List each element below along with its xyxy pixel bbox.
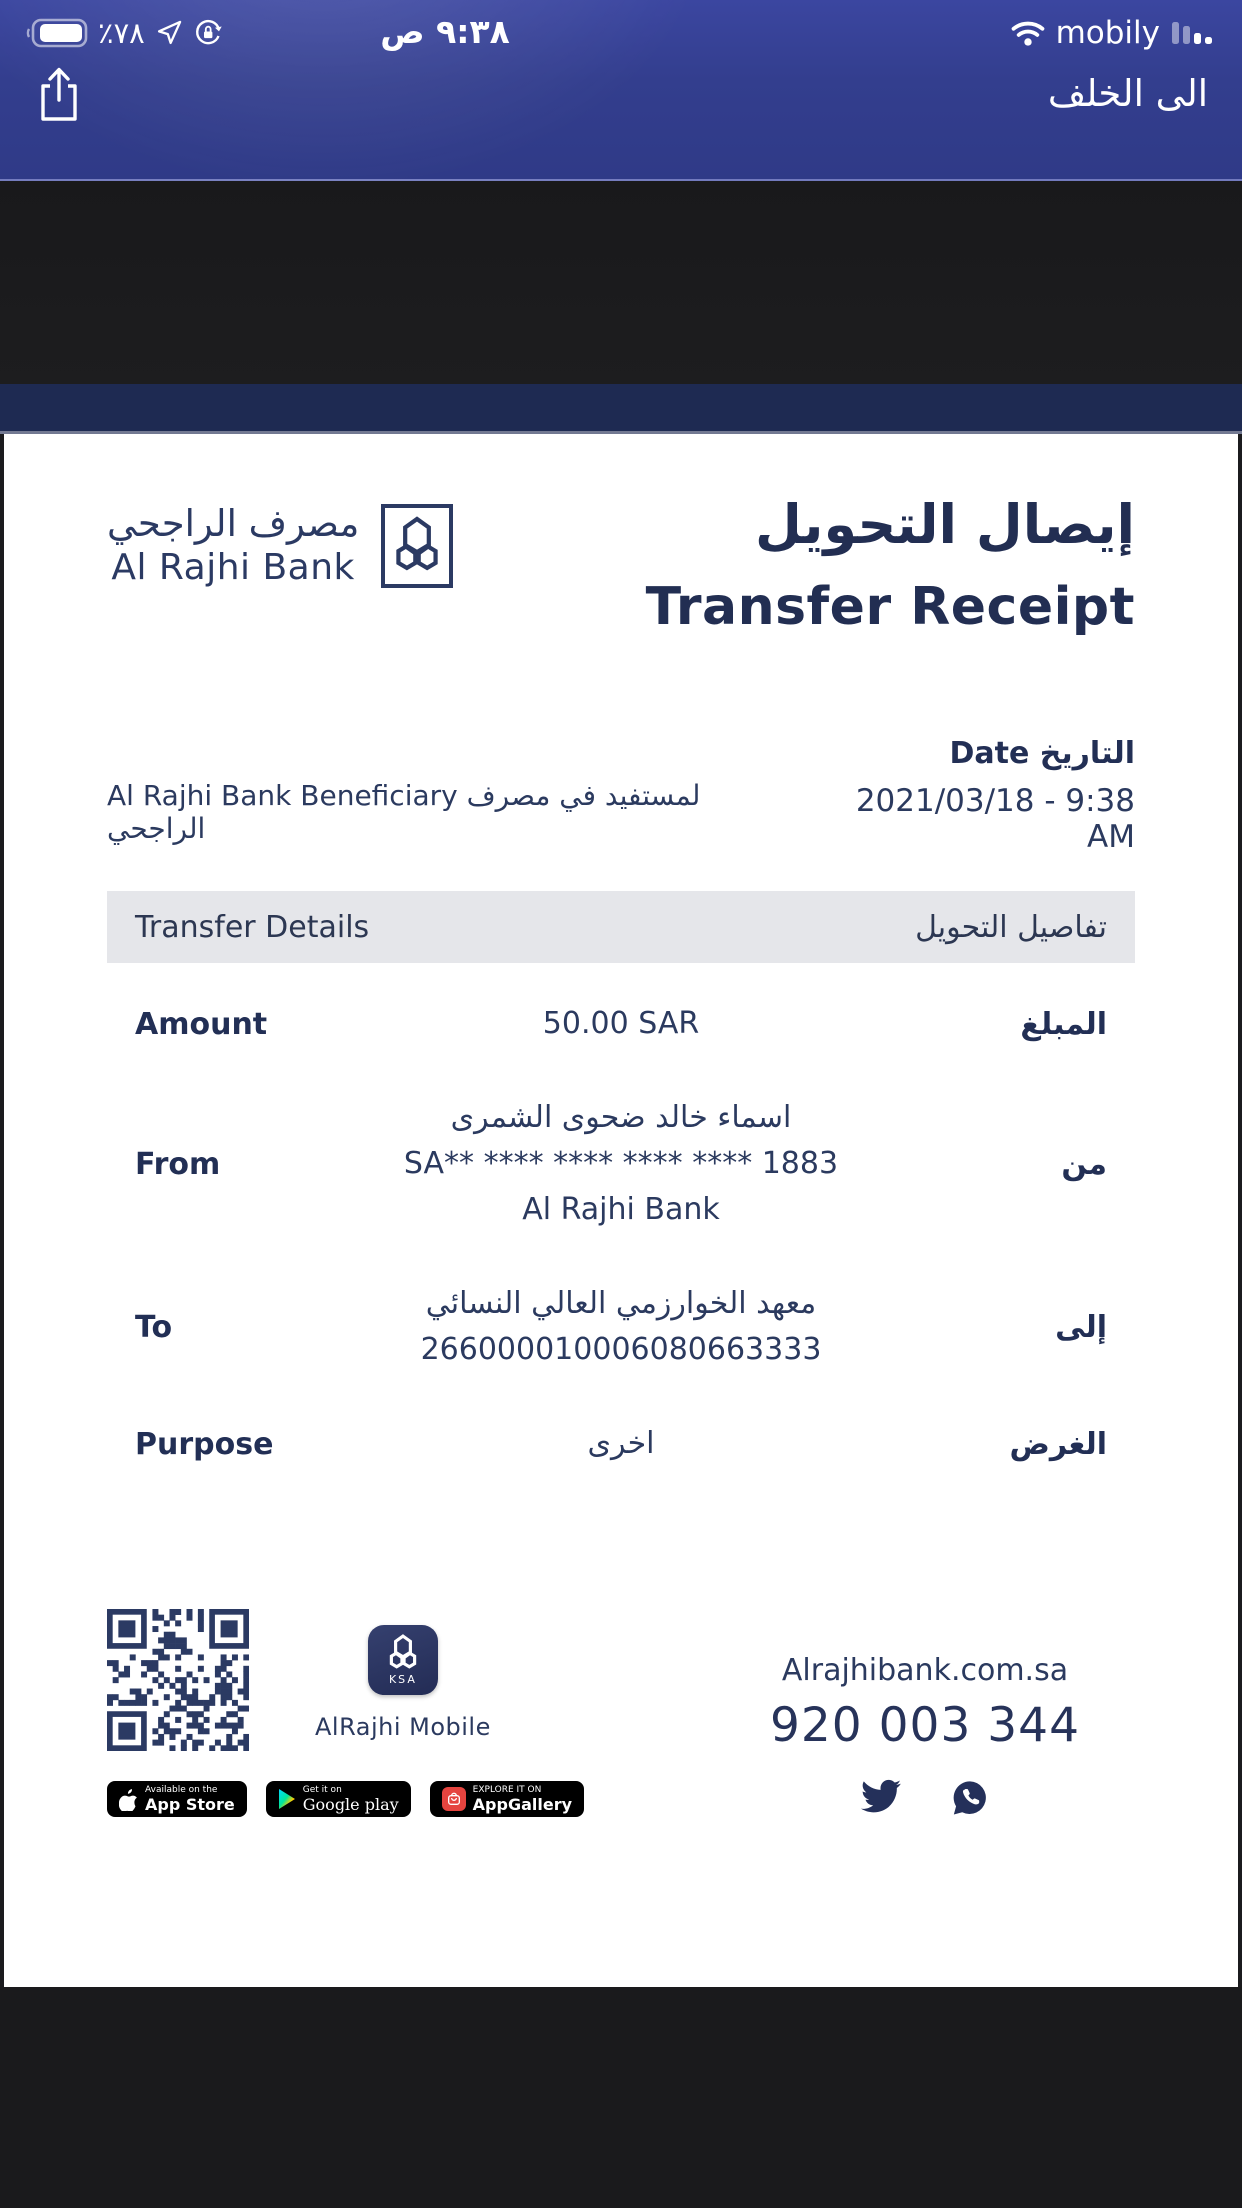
- nav-bar: [0, 56, 1242, 124]
- orientation-lock-icon: [193, 18, 223, 48]
- badge-top-text: Get it on: [302, 1784, 342, 1795]
- brand-row: [107, 490, 1135, 640]
- google-play-icon: [278, 1789, 296, 1809]
- badge-bottom-text: Google play: [302, 1794, 399, 1814]
- qr-code: [107, 1609, 249, 1751]
- bank-logo-wordmark: [107, 502, 359, 590]
- appgallery-icon: [442, 1787, 466, 1811]
- app-header: [0, 0, 1242, 181]
- row-value: اخرى: [587, 1426, 655, 1461]
- date-label: التاريخ Date: [949, 736, 1135, 771]
- share-button[interactable]: [36, 64, 82, 124]
- clock: ٩:٣٨ ص: [380, 12, 510, 51]
- row-values: [345, 1095, 897, 1233]
- battery-percent: ٪٧٨: [98, 16, 145, 50]
- wifi-icon: [1010, 19, 1046, 47]
- twitter-icon: [861, 1779, 901, 1817]
- beneficiary-note: Al Rajhi Bank Beneficiary لمستفيد في مصرف الراجحي: [107, 779, 701, 845]
- store-badges: [107, 1781, 584, 1817]
- badge-top-text: EXPLORE IT ON: [472, 1784, 542, 1795]
- badge-bottom-text: AppGallery: [472, 1794, 573, 1814]
- carrier-label: mobily: [1055, 15, 1160, 51]
- row-label-english: To: [135, 1309, 173, 1345]
- badge-top-text: Available on the: [145, 1784, 218, 1795]
- appgallery-badge: [430, 1781, 584, 1817]
- row-value: معهد الخوارزمي العالي النسائي: [425, 1286, 817, 1321]
- receipt-page: [4, 434, 1238, 1987]
- bank-name-arabic: مصرف الراجحي: [107, 502, 360, 545]
- footer-right: [715, 1653, 1135, 1817]
- section-label-arabic: تفاصيل التحويل: [915, 909, 1107, 945]
- detail-row: [107, 1071, 1135, 1257]
- app-icon-ksa-label: KSA: [388, 1673, 417, 1686]
- row-label-english: Amount: [135, 1006, 268, 1042]
- row-value: Al Rajhi Bank: [522, 1192, 720, 1227]
- row-value: SA** **** **** **** **** 1883: [403, 1146, 839, 1181]
- badge-bottom-text: App Store: [145, 1794, 235, 1814]
- app-store-badge: [107, 1781, 247, 1817]
- bank-phone-number: 920 003 344: [769, 1698, 1080, 1753]
- row-values: [345, 1001, 897, 1047]
- row-label-arabic: الغرض: [1009, 1426, 1107, 1462]
- row-label-arabic: إلى: [1055, 1309, 1107, 1345]
- date-row: [107, 736, 1135, 855]
- receipt-footer: [107, 1609, 1135, 1817]
- google-play-badge: [266, 1781, 411, 1817]
- row-value: اسماء خالد ضحوى الشمرى: [450, 1100, 792, 1135]
- location-arrow-icon: [155, 19, 183, 47]
- status-right-cluster: [1010, 15, 1216, 51]
- transfer-details-rows: [107, 977, 1135, 1491]
- black-band-top: [0, 181, 1242, 384]
- bank-website: Alrajhibank.com.sa: [781, 1653, 1069, 1688]
- row-value: 266000010006080663333: [420, 1332, 822, 1367]
- mobile-app-block: [315, 1625, 491, 1741]
- row-values: [345, 1281, 897, 1373]
- detail-row: [107, 1397, 1135, 1491]
- bank-palm-emblem-icon: [381, 504, 453, 588]
- footer-left: [107, 1609, 584, 1817]
- receipt-title-arabic: إيصال التحويل: [754, 493, 1135, 556]
- whatsapp-icon: [951, 1779, 989, 1817]
- date-block: [801, 736, 1135, 855]
- row-label-arabic: المبلغ: [1020, 1006, 1107, 1042]
- bank-name-english: Al Rajhi Bank: [111, 547, 355, 588]
- section-label-english: Transfer Details: [135, 909, 370, 945]
- cellular-signal-icon: [1170, 18, 1216, 48]
- receipt-titles: [646, 490, 1135, 640]
- navy-band: [0, 384, 1242, 434]
- detail-row: [107, 977, 1135, 1071]
- apple-icon: [119, 1788, 138, 1811]
- alrajhi-mobile-app-icon: [368, 1625, 438, 1695]
- back-button[interactable]: الى الخلف: [1047, 72, 1208, 115]
- date-value: 2021/03/18 - 9:38 AM: [855, 783, 1135, 855]
- row-label-english: Purpose: [135, 1426, 274, 1462]
- status-bar: [0, 0, 1242, 56]
- black-band-bottom: [0, 1987, 1242, 2208]
- row-label-english: From: [135, 1146, 221, 1182]
- app-name-label: AlRajhi Mobile: [315, 1713, 491, 1741]
- transfer-details-header: [107, 891, 1135, 963]
- social-icons: [715, 1779, 1135, 1817]
- row-values: [345, 1421, 897, 1467]
- status-left-cluster: [26, 16, 223, 50]
- row-value: 50.00 SAR: [542, 1006, 700, 1041]
- row-label-arabic: من: [1061, 1146, 1107, 1182]
- receipt-title-english: Transfer Receipt: [645, 577, 1135, 637]
- battery-icon: [26, 18, 88, 48]
- bank-logo: [107, 502, 453, 590]
- detail-row: [107, 1257, 1135, 1397]
